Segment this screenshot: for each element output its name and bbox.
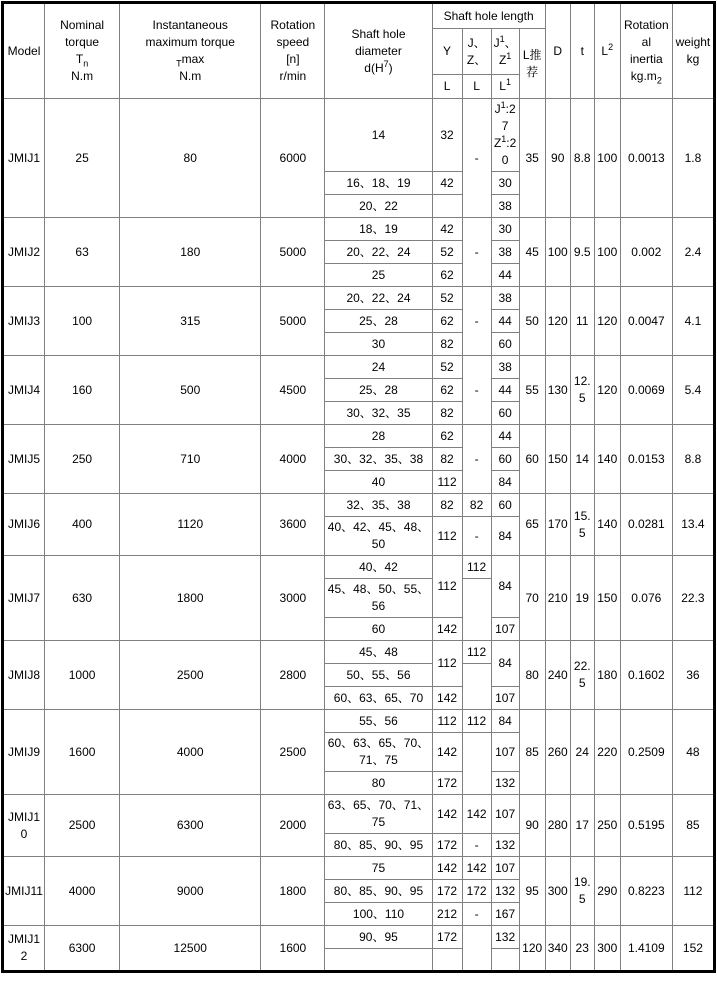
shaft-diameter-cell: 24 xyxy=(325,356,432,379)
j1z1-length-cell: 107 xyxy=(491,687,519,710)
shaft-diameter-cell xyxy=(325,949,432,972)
j1z1-length-cell: 84 xyxy=(491,641,519,687)
y-length-cell: 112 xyxy=(432,517,462,556)
rotation-speed-cell: 1600 xyxy=(261,926,325,972)
rotational-inertia-cell: 0.1602 xyxy=(620,641,672,710)
d-dimension-cell: 170 xyxy=(545,494,570,556)
model-cell: JMIJ9 xyxy=(3,710,45,795)
d-dimension-cell: 90 xyxy=(545,99,570,218)
col-header-nominal-torque: Nominal torque $T_n$ N.m xyxy=(45,3,120,99)
table-row xyxy=(3,795,715,834)
y-length-cell: 42 xyxy=(432,172,462,195)
d-dimension-cell: 240 xyxy=(545,641,570,710)
jz-length-cell: - xyxy=(462,425,491,494)
jz-length-cell: - xyxy=(462,834,491,857)
shaft-diameter-cell: 28 xyxy=(325,425,432,448)
col-header-d: D xyxy=(545,3,570,99)
l-recommended-cell: 120 xyxy=(519,926,545,972)
model-cell: JMIJ10 xyxy=(3,795,45,857)
l-recommended-cell: 70 xyxy=(519,556,545,641)
nominal-torque-cell: 2500 xyxy=(45,795,120,857)
weight-cell: 152 xyxy=(672,926,714,972)
t-dimension-cell: 24 xyxy=(570,710,594,795)
j1z1-length-cell: 132 xyxy=(491,834,519,857)
t-dimension-cell: 22.5 xyxy=(570,641,594,710)
table-row xyxy=(3,710,715,733)
shaft-diameter-cell: 75 xyxy=(325,857,432,880)
j1z1-length-cell: 167 xyxy=(491,903,519,926)
max-torque-cell: 1800 xyxy=(120,556,261,641)
l-recommended-cell: 90 xyxy=(519,795,545,857)
max-torque-cell: 180 xyxy=(120,218,261,287)
jz-length-cell: - xyxy=(462,287,491,356)
nominal-torque-cell: 63 xyxy=(45,218,120,287)
l2-dimension-cell: 290 xyxy=(594,857,620,926)
rotational-inertia-cell: 0.2509 xyxy=(620,710,672,795)
shaft-diameter-cell: 40、42 xyxy=(325,556,432,579)
t-dimension-cell: 15.5 xyxy=(570,494,594,556)
weight-cell: 2.4 xyxy=(672,218,714,287)
weight-cell: 8.8 xyxy=(672,425,714,494)
col-header-inertia: Rotational inertia $kg.m_2$ xyxy=(620,3,672,99)
d-dimension-cell: 280 xyxy=(545,795,570,857)
y-length-cell: 82 xyxy=(432,448,462,471)
l-recommended-cell: 45 xyxy=(519,218,545,287)
rotational-inertia-cell: 0.0013 xyxy=(620,99,672,218)
y-length-cell: 112 xyxy=(432,556,462,618)
l-recommended-cell: 60 xyxy=(519,425,545,494)
nominal-torque-cell: 250 xyxy=(45,425,120,494)
j1z1-length-cell: 38 xyxy=(491,356,519,379)
j1z1-length-cell: 84 xyxy=(491,710,519,733)
shaft-diameter-cell: 40 xyxy=(325,471,432,494)
j1z1-length-cell: 44 xyxy=(491,425,519,448)
col-header-rotation-speed: Rotation speed [n] r/min xyxy=(261,3,325,99)
shaft-diameter-cell: 18、19 xyxy=(325,218,432,241)
col-header-model: Model xyxy=(3,3,45,99)
jz-length-cell: - xyxy=(462,99,491,218)
col-header-shaft-hole-length: Shaft hole length xyxy=(432,3,545,29)
model-cell: JMIJ8 xyxy=(3,641,45,710)
max-torque-cell: 4000 xyxy=(120,710,261,795)
shaft-diameter-cell: 25、28 xyxy=(325,379,432,402)
j1z1-length-cell: $J^1:27$ $Z^1:20$ xyxy=(491,99,519,172)
y-length-cell: 172 xyxy=(432,772,462,795)
d-dimension-cell: 150 xyxy=(545,425,570,494)
l2-dimension-cell: 120 xyxy=(594,287,620,356)
l2-dimension-cell: 250 xyxy=(594,795,620,857)
y-length-cell: 62 xyxy=(432,264,462,287)
coupling-spec-table xyxy=(1,1,716,973)
rotational-inertia-cell: 0.0153 xyxy=(620,425,672,494)
table-body xyxy=(3,99,715,972)
shaft-diameter-cell: 80 xyxy=(325,772,432,795)
shaft-diameter-cell: 45、48 xyxy=(325,641,432,664)
model-cell: JMIJ1 xyxy=(3,99,45,218)
t-dimension-cell: 19 xyxy=(570,556,594,641)
t-dimension-cell: 19.5 xyxy=(570,857,594,926)
j1z1-length-cell: 44 xyxy=(491,310,519,333)
l-recommended-cell: 35 xyxy=(519,99,545,218)
shaft-diameter-cell: 25、28 xyxy=(325,310,432,333)
t-dimension-cell: 8.8 xyxy=(570,99,594,218)
col-header-y-type: Y xyxy=(432,29,462,75)
rotational-inertia-cell: 0.0047 xyxy=(620,287,672,356)
model-cell: JMIJ3 xyxy=(3,287,45,356)
max-torque-cell: 12500 xyxy=(120,926,261,972)
j1z1-length-cell: 84 xyxy=(491,471,519,494)
t-dimension-cell: 23 xyxy=(570,926,594,972)
col-header-jz-type: J、 Z、 xyxy=(462,29,491,75)
y-length-cell: 172 xyxy=(432,880,462,903)
max-torque-cell: 500 xyxy=(120,356,261,425)
jz-length-cell xyxy=(462,664,491,710)
rotational-inertia-cell: 0.002 xyxy=(620,218,672,287)
d-dimension-cell: 210 xyxy=(545,556,570,641)
nominal-torque-cell: 6300 xyxy=(45,926,120,972)
nominal-torque-cell: 25 xyxy=(45,99,120,218)
t-dimension-cell: 14 xyxy=(570,425,594,494)
j1z1-length-cell: 44 xyxy=(491,264,519,287)
shaft-diameter-cell: 20、22、24 xyxy=(325,241,432,264)
y-length-cell: 142 xyxy=(432,857,462,880)
col-header-max-torque: Instantaneous maximum torque $_T$max N.m xyxy=(120,3,261,99)
weight-cell: 48 xyxy=(672,710,714,795)
col-header-l-y: L xyxy=(432,75,462,99)
table-row xyxy=(3,556,715,579)
j1z1-length-cell: 132 xyxy=(491,880,519,903)
y-length-cell: 62 xyxy=(432,379,462,402)
y-length-cell: 212 xyxy=(432,903,462,926)
col-header-shaft-hole-diameter: Shaft hole diameter $d(H^7)$ xyxy=(325,3,432,99)
d-dimension-cell: 100 xyxy=(545,218,570,287)
j1z1-length-cell: 107 xyxy=(491,618,519,641)
rotation-speed-cell: 2500 xyxy=(261,710,325,795)
l2-dimension-cell: 150 xyxy=(594,556,620,641)
j1z1-length-cell: 38 xyxy=(491,287,519,310)
jz-length-cell: 142 xyxy=(462,795,491,834)
nominal-torque-cell: 630 xyxy=(45,556,120,641)
j1z1-length-cell: 107 xyxy=(491,733,519,772)
shaft-diameter-cell: 20、22、24 xyxy=(325,287,432,310)
weight-cell: 5.4 xyxy=(672,356,714,425)
max-torque-cell: 1120 xyxy=(120,494,261,556)
max-torque-cell: 9000 xyxy=(120,857,261,926)
table-row xyxy=(3,926,715,949)
l2-dimension-cell: 180 xyxy=(594,641,620,710)
l-recommended-cell: 85 xyxy=(519,710,545,795)
nominal-torque-cell: 100 xyxy=(45,287,120,356)
table-row xyxy=(3,641,715,664)
shaft-diameter-cell: 63、65、70、71、75 xyxy=(325,795,432,834)
rotation-speed-cell: 3600 xyxy=(261,494,325,556)
table-row xyxy=(3,218,715,241)
l-recommended-cell: 95 xyxy=(519,857,545,926)
j1z1-length-cell: 107 xyxy=(491,795,519,834)
table-row xyxy=(3,857,715,880)
table-row xyxy=(3,425,715,448)
rotation-speed-cell: 5000 xyxy=(261,287,325,356)
rotation-speed-cell: 2000 xyxy=(261,795,325,857)
jz-length-cell: - xyxy=(462,356,491,425)
rotation-speed-cell: 4500 xyxy=(261,356,325,425)
col-header-l-jz: L xyxy=(462,75,491,99)
y-length-cell: 172 xyxy=(432,926,462,949)
shaft-diameter-cell: 45、48、50、55、56 xyxy=(325,579,432,618)
y-length-cell: 52 xyxy=(432,356,462,379)
rotation-speed-cell: 6000 xyxy=(261,99,325,218)
shaft-diameter-cell: 80、85、90、95 xyxy=(325,834,432,857)
jz-length-cell: 82 xyxy=(462,494,491,517)
model-cell: JMIJ4 xyxy=(3,356,45,425)
table-row xyxy=(3,99,715,172)
weight-cell: 4.1 xyxy=(672,287,714,356)
shaft-diameter-cell: 100、110 xyxy=(325,903,432,926)
l2-dimension-cell: 220 xyxy=(594,710,620,795)
nominal-torque-cell: 400 xyxy=(45,494,120,556)
j1z1-length-cell xyxy=(491,949,519,972)
shaft-diameter-cell: 14 xyxy=(325,99,432,172)
weight-cell: 1.8 xyxy=(672,99,714,218)
y-length-cell: 112 xyxy=(432,471,462,494)
y-length-cell: 112 xyxy=(432,641,462,687)
header-row-1 xyxy=(3,3,715,29)
t-dimension-cell: 17 xyxy=(570,795,594,857)
jz-length-cell: - xyxy=(462,903,491,926)
shaft-diameter-cell: 80、85、90、95 xyxy=(325,880,432,903)
max-torque-cell: 2500 xyxy=(120,641,261,710)
shaft-diameter-cell: 32、35、38 xyxy=(325,494,432,517)
jz-length-cell: 112 xyxy=(462,556,491,579)
rotation-speed-cell: 3000 xyxy=(261,556,325,641)
j1z1-length-cell: 84 xyxy=(491,556,519,618)
y-length-cell: 82 xyxy=(432,494,462,517)
shaft-diameter-cell: 55、56 xyxy=(325,710,432,733)
l-recommended-cell: 65 xyxy=(519,494,545,556)
shaft-diameter-cell: 30 xyxy=(325,333,432,356)
jz-length-cell: 112 xyxy=(462,641,491,664)
l2-dimension-cell: 100 xyxy=(594,218,620,287)
y-length-cell: 142 xyxy=(432,618,462,641)
rotational-inertia-cell: 0.0069 xyxy=(620,356,672,425)
model-cell: JMIJ7 xyxy=(3,556,45,641)
y-length-cell: 82 xyxy=(432,333,462,356)
l-recommended-cell: 55 xyxy=(519,356,545,425)
y-length-cell: 52 xyxy=(432,241,462,264)
j1z1-length-cell: 30 xyxy=(491,218,519,241)
col-header-t: t xyxy=(570,3,594,99)
nominal-torque-cell: 1000 xyxy=(45,641,120,710)
table-row xyxy=(3,494,715,517)
j1z1-length-cell: 132 xyxy=(491,772,519,795)
shaft-diameter-cell: 30、32、35 xyxy=(325,402,432,425)
rotational-inertia-cell: 0.076 xyxy=(620,556,672,641)
shaft-diameter-cell: 90、95 xyxy=(325,926,432,949)
shaft-diameter-cell: 50、55、56 xyxy=(325,664,432,687)
rotation-speed-cell: 1800 xyxy=(261,857,325,926)
model-cell: JMIJ2 xyxy=(3,218,45,287)
col-header-l-recommended: L推 荐 xyxy=(519,29,545,99)
nominal-torque-cell: 1600 xyxy=(45,710,120,795)
j1z1-length-cell: 60 xyxy=(491,402,519,425)
t-dimension-cell: 12.5 xyxy=(570,356,594,425)
jz-length-cell xyxy=(462,733,491,795)
table-row xyxy=(3,356,715,379)
max-torque-cell: 6300 xyxy=(120,795,261,857)
nominal-torque-cell: 160 xyxy=(45,356,120,425)
shaft-diameter-cell: 60 xyxy=(325,618,432,641)
jz-length-cell: 172 xyxy=(462,880,491,903)
table-header xyxy=(3,3,715,99)
col-header-j1z1-type: $J^1$、 $Z^1$ xyxy=(491,29,519,75)
max-torque-cell: 710 xyxy=(120,425,261,494)
rotation-speed-cell: 4000 xyxy=(261,425,325,494)
d-dimension-cell: 120 xyxy=(545,287,570,356)
y-length-cell: 172 xyxy=(432,834,462,857)
d-dimension-cell: 260 xyxy=(545,710,570,795)
j1z1-length-cell: 60 xyxy=(491,494,519,517)
j1z1-length-cell: 132 xyxy=(491,926,519,949)
jz-length-cell: - xyxy=(462,517,491,556)
j1z1-length-cell: 38 xyxy=(491,241,519,264)
model-cell: JMIJ11 xyxy=(3,857,45,926)
rotational-inertia-cell: 0.0281 xyxy=(620,494,672,556)
y-length-cell: 62 xyxy=(432,310,462,333)
rotational-inertia-cell: 1.4109 xyxy=(620,926,672,972)
j1z1-length-cell: 107 xyxy=(491,857,519,880)
y-length-cell: 42 xyxy=(432,218,462,241)
y-length-cell: 112 xyxy=(432,710,462,733)
l2-dimension-cell: 100 xyxy=(594,99,620,218)
jz-length-cell xyxy=(462,579,491,641)
shaft-diameter-cell: 30、32、35、38 xyxy=(325,448,432,471)
rotation-speed-cell: 5000 xyxy=(261,218,325,287)
shaft-diameter-cell: 16、18、19 xyxy=(325,172,432,195)
d-dimension-cell: 130 xyxy=(545,356,570,425)
d-dimension-cell: 340 xyxy=(545,926,570,972)
model-cell: JMIJ5 xyxy=(3,425,45,494)
rotation-speed-cell: 2800 xyxy=(261,641,325,710)
y-length-cell: 62 xyxy=(432,425,462,448)
y-length-cell: 52 xyxy=(432,287,462,310)
model-cell: JMIJ12 xyxy=(3,926,45,972)
rotational-inertia-cell: 0.8223 xyxy=(620,857,672,926)
j1z1-length-cell: 60 xyxy=(491,333,519,356)
col-header-weight: weight kg xyxy=(672,3,714,99)
y-length-cell: 142 xyxy=(432,795,462,834)
y-length-cell: 142 xyxy=(432,733,462,772)
l2-dimension-cell: 140 xyxy=(594,425,620,494)
shaft-diameter-cell: 20、22 xyxy=(325,195,432,218)
y-length-cell: 82 xyxy=(432,402,462,425)
l-recommended-cell: 80 xyxy=(519,641,545,710)
j1z1-length-cell: 84 xyxy=(491,517,519,556)
t-dimension-cell: 9.5 xyxy=(570,218,594,287)
model-cell: JMIJ6 xyxy=(3,494,45,556)
l2-dimension-cell: 140 xyxy=(594,494,620,556)
col-header-l-j1z1: $L^1$ xyxy=(491,75,519,99)
jz-length-cell: 142 xyxy=(462,857,491,880)
d-dimension-cell: 300 xyxy=(545,857,570,926)
max-torque-cell: 315 xyxy=(120,287,261,356)
shaft-diameter-cell: 40、42、45、48、50 xyxy=(325,517,432,556)
shaft-diameter-cell: 60、63、65、70、71、75 xyxy=(325,733,432,772)
j1z1-length-cell: 60 xyxy=(491,448,519,471)
l2-dimension-cell: 120 xyxy=(594,356,620,425)
jz-length-cell xyxy=(462,926,491,972)
nominal-torque-cell: 4000 xyxy=(45,857,120,926)
max-torque-cell: 80 xyxy=(120,99,261,218)
weight-cell: 22.3 xyxy=(672,556,714,641)
weight-cell: 85 xyxy=(672,795,714,857)
col-header-l2: $L^2$ xyxy=(594,3,620,99)
y-length-cell xyxy=(432,949,462,972)
l2-dimension-cell: 300 xyxy=(594,926,620,972)
y-length-cell: 32 xyxy=(432,99,462,172)
shaft-diameter-cell: 60、63、65、70 xyxy=(325,687,432,710)
y-length-cell xyxy=(432,195,462,218)
table-row xyxy=(3,287,715,310)
y-length-cell: 142 xyxy=(432,687,462,710)
jz-length-cell: - xyxy=(462,218,491,287)
j1z1-length-cell: 44 xyxy=(491,379,519,402)
j1z1-length-cell: 38 xyxy=(491,195,519,218)
l-recommended-cell: 50 xyxy=(519,287,545,356)
jz-length-cell: 112 xyxy=(462,710,491,733)
weight-cell: 112 xyxy=(672,857,714,926)
shaft-diameter-cell: 25 xyxy=(325,264,432,287)
t-dimension-cell: 11 xyxy=(570,287,594,356)
j1z1-length-cell: 30 xyxy=(491,172,519,195)
weight-cell: 13.4 xyxy=(672,494,714,556)
weight-cell: 36 xyxy=(672,641,714,710)
rotational-inertia-cell: 0.5195 xyxy=(620,795,672,857)
